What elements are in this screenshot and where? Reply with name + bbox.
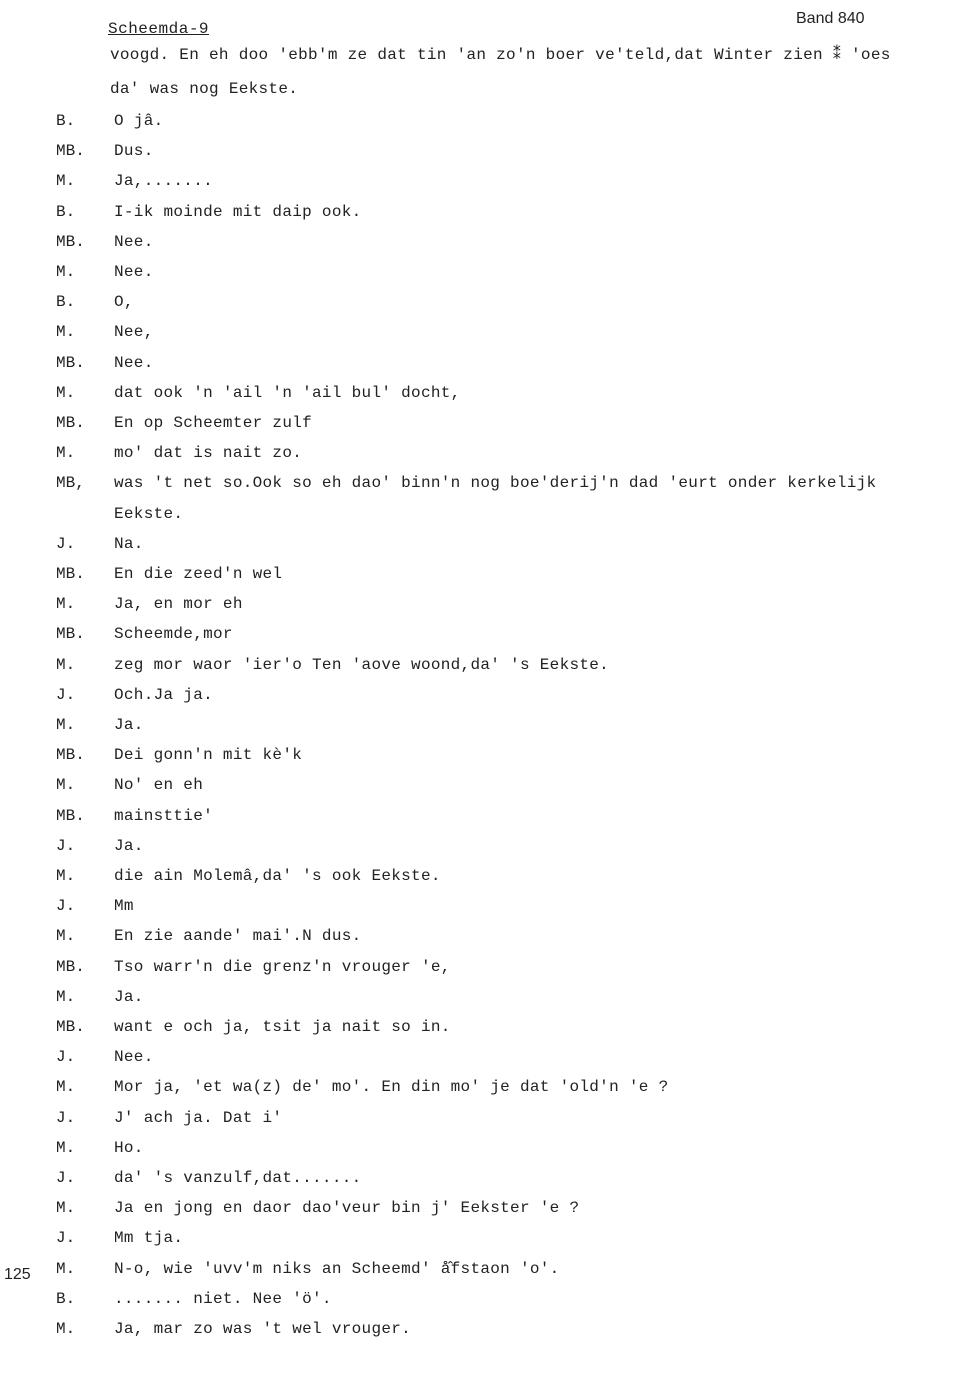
- speaker-label: M.: [56, 1078, 76, 1096]
- dialogue-line: [0, 867, 979, 891]
- line-text: Och.Ja ja.: [114, 686, 214, 704]
- line-text: Ja.: [114, 716, 144, 734]
- dialogue-line: [0, 142, 979, 166]
- speaker-label: M.: [56, 1320, 76, 1338]
- speaker-label: M.: [56, 172, 76, 190]
- dialogue-line: [0, 1290, 979, 1314]
- dialogue-line: [0, 474, 979, 498]
- line-text: Mor ja, 'et wa(z) de' mo'. En din mo' je dat 'old'n 'e ?: [114, 1078, 669, 1096]
- line-text: Ho.: [114, 1139, 144, 1157]
- speaker-label: M.: [56, 323, 76, 341]
- speaker-label: M.: [56, 776, 76, 794]
- dialogue-line: [0, 1048, 979, 1072]
- dialogue-line: [0, 1199, 979, 1223]
- line-text: Scheemde,mor: [114, 625, 233, 643]
- dialogue-line: [0, 746, 979, 770]
- line-text: want e och ja, tsit ja nait so in.: [114, 1018, 451, 1036]
- dialogue-line: [0, 172, 979, 196]
- dialogue-line: [0, 1320, 979, 1344]
- dialogue-line: [0, 323, 979, 347]
- dialogue-line: [0, 1169, 979, 1193]
- dialogue-line: [0, 1229, 979, 1253]
- speaker-label: J.: [56, 1169, 76, 1187]
- speaker-label: M.: [56, 716, 76, 734]
- dialogue-line: [0, 625, 979, 649]
- line-text: En op Scheemter zulf: [114, 414, 313, 432]
- dialogue-line: [0, 837, 979, 861]
- dialogue-line: [0, 716, 979, 740]
- dialogue-line: [0, 112, 979, 136]
- dialogue-line: [0, 293, 979, 317]
- speaker-label: J.: [56, 535, 76, 553]
- intro-line: voogd. En eh doo 'ebb'm ze dat tin 'an zo'n boer ve'teld,dat Winter zien ⁑ 'oes: [110, 46, 891, 64]
- dialogue-line: [0, 444, 979, 468]
- line-text: Ja.: [114, 837, 144, 855]
- speaker-label: MB.: [56, 565, 85, 583]
- line-text: Nee.: [114, 354, 154, 372]
- line-text: Ja, mar zo was 't wel vrouger.: [114, 1320, 412, 1338]
- speaker-label: M.: [56, 656, 76, 674]
- line-text: mainsttie': [114, 807, 214, 825]
- dialogue-line: [0, 1139, 979, 1163]
- speaker-label: M.: [56, 1139, 76, 1157]
- dialogue-line: [0, 776, 979, 800]
- line-text: En zie aande' mai'.N dus.: [114, 927, 362, 945]
- speaker-label: MB.: [56, 354, 85, 372]
- dialogue-line: [0, 1109, 979, 1133]
- band-label: Band 840: [796, 10, 865, 27]
- line-text: O jâ.: [114, 112, 164, 130]
- dialogue-line: [0, 927, 979, 951]
- line-text: dat ook 'n 'ail 'n 'ail bul' docht,: [114, 384, 461, 402]
- line-text: ....... niet. Nee 'ö'.: [114, 1290, 332, 1308]
- line-text: Nee.: [114, 1048, 154, 1066]
- intro-line: da' was nog Eekste.: [110, 80, 299, 98]
- line-text: I-ik moinde mit daip ook.: [114, 203, 362, 221]
- line-text: N-o, wie 'uvv'm niks an Scheemd' å̂fstaon 'o'.: [114, 1260, 560, 1278]
- dialogue-line: [0, 1078, 979, 1102]
- dialogue-line: [0, 233, 979, 257]
- dialogue-line: [0, 1260, 979, 1284]
- speaker-label: J.: [56, 686, 76, 704]
- speaker-label: M.: [56, 988, 76, 1006]
- line-text: Na.: [114, 535, 144, 553]
- speaker-label: B.: [56, 112, 76, 130]
- line-text: mo' dat is nait zo.: [114, 444, 303, 462]
- speaker-label: M.: [56, 384, 76, 402]
- dialogue-line: [0, 535, 979, 559]
- line-text: J' ach ja. Dat i': [114, 1109, 283, 1127]
- line-text: zeg mor waor 'ier'o Ten 'aove woond,da' 's Eekste.: [114, 656, 610, 674]
- speaker-label: MB.: [56, 1018, 85, 1036]
- dialogue-line: [0, 897, 979, 921]
- dialogue-line: [0, 203, 979, 227]
- line-text: die ain Molemâ,da' 's ook Eekste.: [114, 867, 441, 885]
- speaker-label: J.: [56, 1048, 76, 1066]
- line-text: Nee.: [114, 233, 154, 251]
- dialogue-line: [0, 686, 979, 710]
- line-text: Dei gonn'n mit kè'k: [114, 746, 303, 764]
- line-text: Ja,.......: [114, 172, 214, 190]
- speaker-label: M.: [56, 444, 76, 462]
- line-text: No' en eh: [114, 776, 204, 794]
- document-title: Scheemda-9: [108, 20, 210, 38]
- speaker-label: B.: [56, 293, 76, 311]
- speaker-label: M.: [56, 1260, 76, 1278]
- line-text: Eekste.: [114, 505, 184, 523]
- line-text: Dus.: [114, 142, 154, 160]
- speaker-label: J.: [56, 1109, 76, 1127]
- speaker-label: M.: [56, 927, 76, 945]
- dialogue-line: [0, 656, 979, 680]
- dialogue-line: [0, 807, 979, 831]
- dialogue-line: [0, 414, 979, 438]
- line-text: Mm: [114, 897, 134, 915]
- dialogue-line: [0, 505, 979, 529]
- speaker-label: B.: [56, 1290, 76, 1308]
- line-text: En die zeed'n wel: [114, 565, 283, 583]
- speaker-label: J.: [56, 1229, 76, 1247]
- dialogue-line: [0, 1018, 979, 1042]
- speaker-label: MB.: [56, 414, 85, 432]
- speaker-label: M.: [56, 263, 76, 281]
- dialogue-line: [0, 384, 979, 408]
- margin-number: 125: [4, 1266, 31, 1283]
- speaker-label: J.: [56, 897, 76, 915]
- speaker-label: MB.: [56, 625, 85, 643]
- dialogue-line: [0, 565, 979, 589]
- speaker-label: MB.: [56, 142, 85, 160]
- speaker-label: B.: [56, 203, 76, 221]
- speaker-label: MB.: [56, 807, 85, 825]
- line-text: da' 's vanzulf,dat.......: [114, 1169, 362, 1187]
- speaker-label: MB.: [56, 958, 85, 976]
- speaker-label: MB.: [56, 233, 85, 251]
- line-text: Mm tja.: [114, 1229, 184, 1247]
- speaker-label: M.: [56, 1199, 76, 1217]
- line-text: was 't net so.Ook so eh dao' binn'n nog boe'derij'n dad 'eurt onder kerkelijk: [114, 474, 877, 492]
- line-text: Nee.: [114, 263, 154, 281]
- dialogue-line: [0, 354, 979, 378]
- line-text: O,: [114, 293, 134, 311]
- line-text: Tso warr'n die grenz'n vrouger 'e,: [114, 958, 451, 976]
- line-text: Nee,: [114, 323, 154, 341]
- speaker-label: J.: [56, 837, 76, 855]
- dialogue-line: [0, 958, 979, 982]
- line-text: Ja.: [114, 988, 144, 1006]
- dialogue-line: [0, 988, 979, 1012]
- speaker-label: M.: [56, 595, 76, 613]
- dialogue-line: [0, 595, 979, 619]
- speaker-label: MB.: [56, 746, 85, 764]
- speaker-label: MB,: [56, 474, 85, 492]
- dialogue-line: [0, 263, 979, 287]
- line-text: Ja, en mor eh: [114, 595, 243, 613]
- line-text: Ja en jong en daor dao'veur bin j' Eekster 'e ?: [114, 1199, 580, 1217]
- speaker-label: M.: [56, 867, 76, 885]
